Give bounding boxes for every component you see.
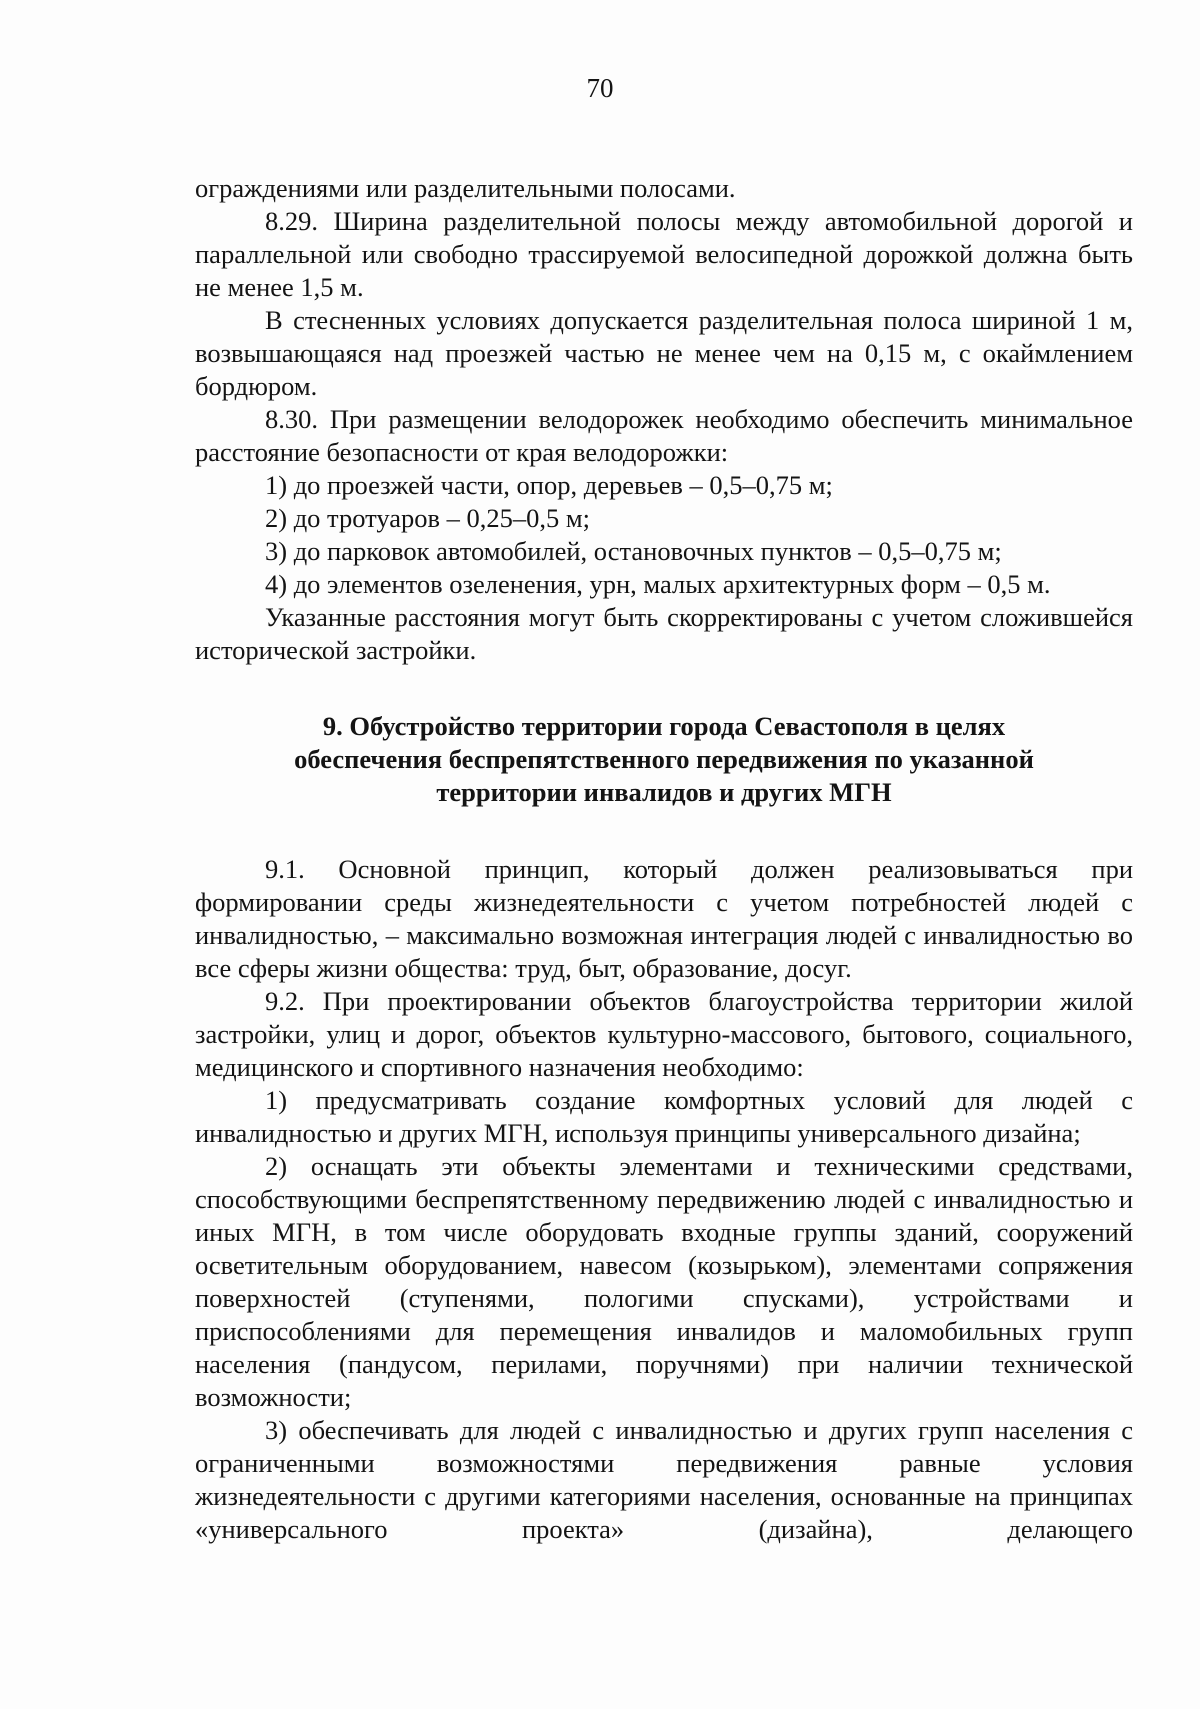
section-heading-9 — [195, 710, 1133, 809]
document-body — [195, 172, 1133, 1546]
list-item-9-2-2: 2) оснащать эти объекты элементами и техническими средствами, способствующими беспрепятственному передвижению людей с инвалидностью и иных МГН, в том числе оборудовать входные группы зданий, сооружений осветительным оборудованием, навесом (козырьком), элементами сопряжения поверхностей (ступенями, пологими спусками), устройствами и приспособлениями для перемещения инвалидов и маломобильных групп населения (пандусом, перилами, поручнями) при наличии технической возможности; — [195, 1151, 1133, 1412]
list-item-9-2-1: 1) предусматривать создание комфортных условий для людей с инвалидностью и других МГН, используя принципы универсального дизайна; — [195, 1085, 1133, 1148]
paragraph-8-30: 8.30. При размещении велодорожек необходимо обеспечить минимальное расстояние безопасности от края велодорожки: — [195, 404, 1133, 467]
paragraph-constrained-conditions: В стесненных условиях допускается разделительная полоса шириной 1 м, возвышающаяся над проезжей частью не менее чем на 0,15 м, с окаймлением бордюром. — [195, 305, 1133, 401]
paragraph-8-29: 8.29. Ширина разделительной полосы между автомобильной дорогой и параллельной или свободно трассируемой велосипедной дорожкой должна быть не менее 1,5 м. — [195, 206, 1133, 302]
heading-line-2: обеспечения беспрепятственного передвижения по указанной — [294, 744, 1034, 774]
list-item-4-landscaping: 4) до элементов озеленения, урн, малых архитектурных форм – 0,5 м. — [265, 569, 1051, 599]
paragraph-fence-continuation: ограждениями или разделительными полосами. — [195, 173, 736, 203]
list-item-9-2-3: 3) обеспечивать для людей с инвалидностью и других групп населения с ограниченными возможностями передвижения равные условия жизнедеятельности с другими категориями населения, основанные на принципах «универсального проекта» (дизайна), делающего — [195, 1415, 1133, 1544]
page-number: 70 — [586, 73, 614, 103]
heading-line-3: территории инвалидов и других МГН — [436, 777, 892, 807]
heading-line-1: 9. Обустройство территории города Севастополя в целях — [322, 711, 1006, 741]
paragraph-distances-adjusted: Указанные расстояния могут быть скорректированы с учетом сложившейся исторической застройки. — [195, 602, 1133, 665]
list-item-3-parking: 3) до парковок автомобилей, остановочных пунктов – 0,5–0,75 м; — [265, 536, 1002, 566]
list-item-2-sidewalks: 2) до тротуаров – 0,25–0,5 м; — [265, 503, 591, 533]
paragraph-9-1: 9.1. Основной принцип, который должен реализовываться при формировании среды жизнедеятельности с учетом потребностей людей с инвалидностью, – максимально возможная интеграция людей с инвалидностью во все сферы жизни общества: труд, быт, образование, досуг. — [195, 854, 1133, 983]
paragraph-9-2: 9.2. При проектировании объектов благоустройства территории жилой застройки, улиц и дорог, объектов культурно-массового, бытового, социального, медицинского и спортивного назначения необходимо: — [195, 986, 1133, 1082]
list-item-1-roadway: 1) до проезжей части, опор, деревьев – 0,5–0,75 м; — [265, 470, 833, 500]
